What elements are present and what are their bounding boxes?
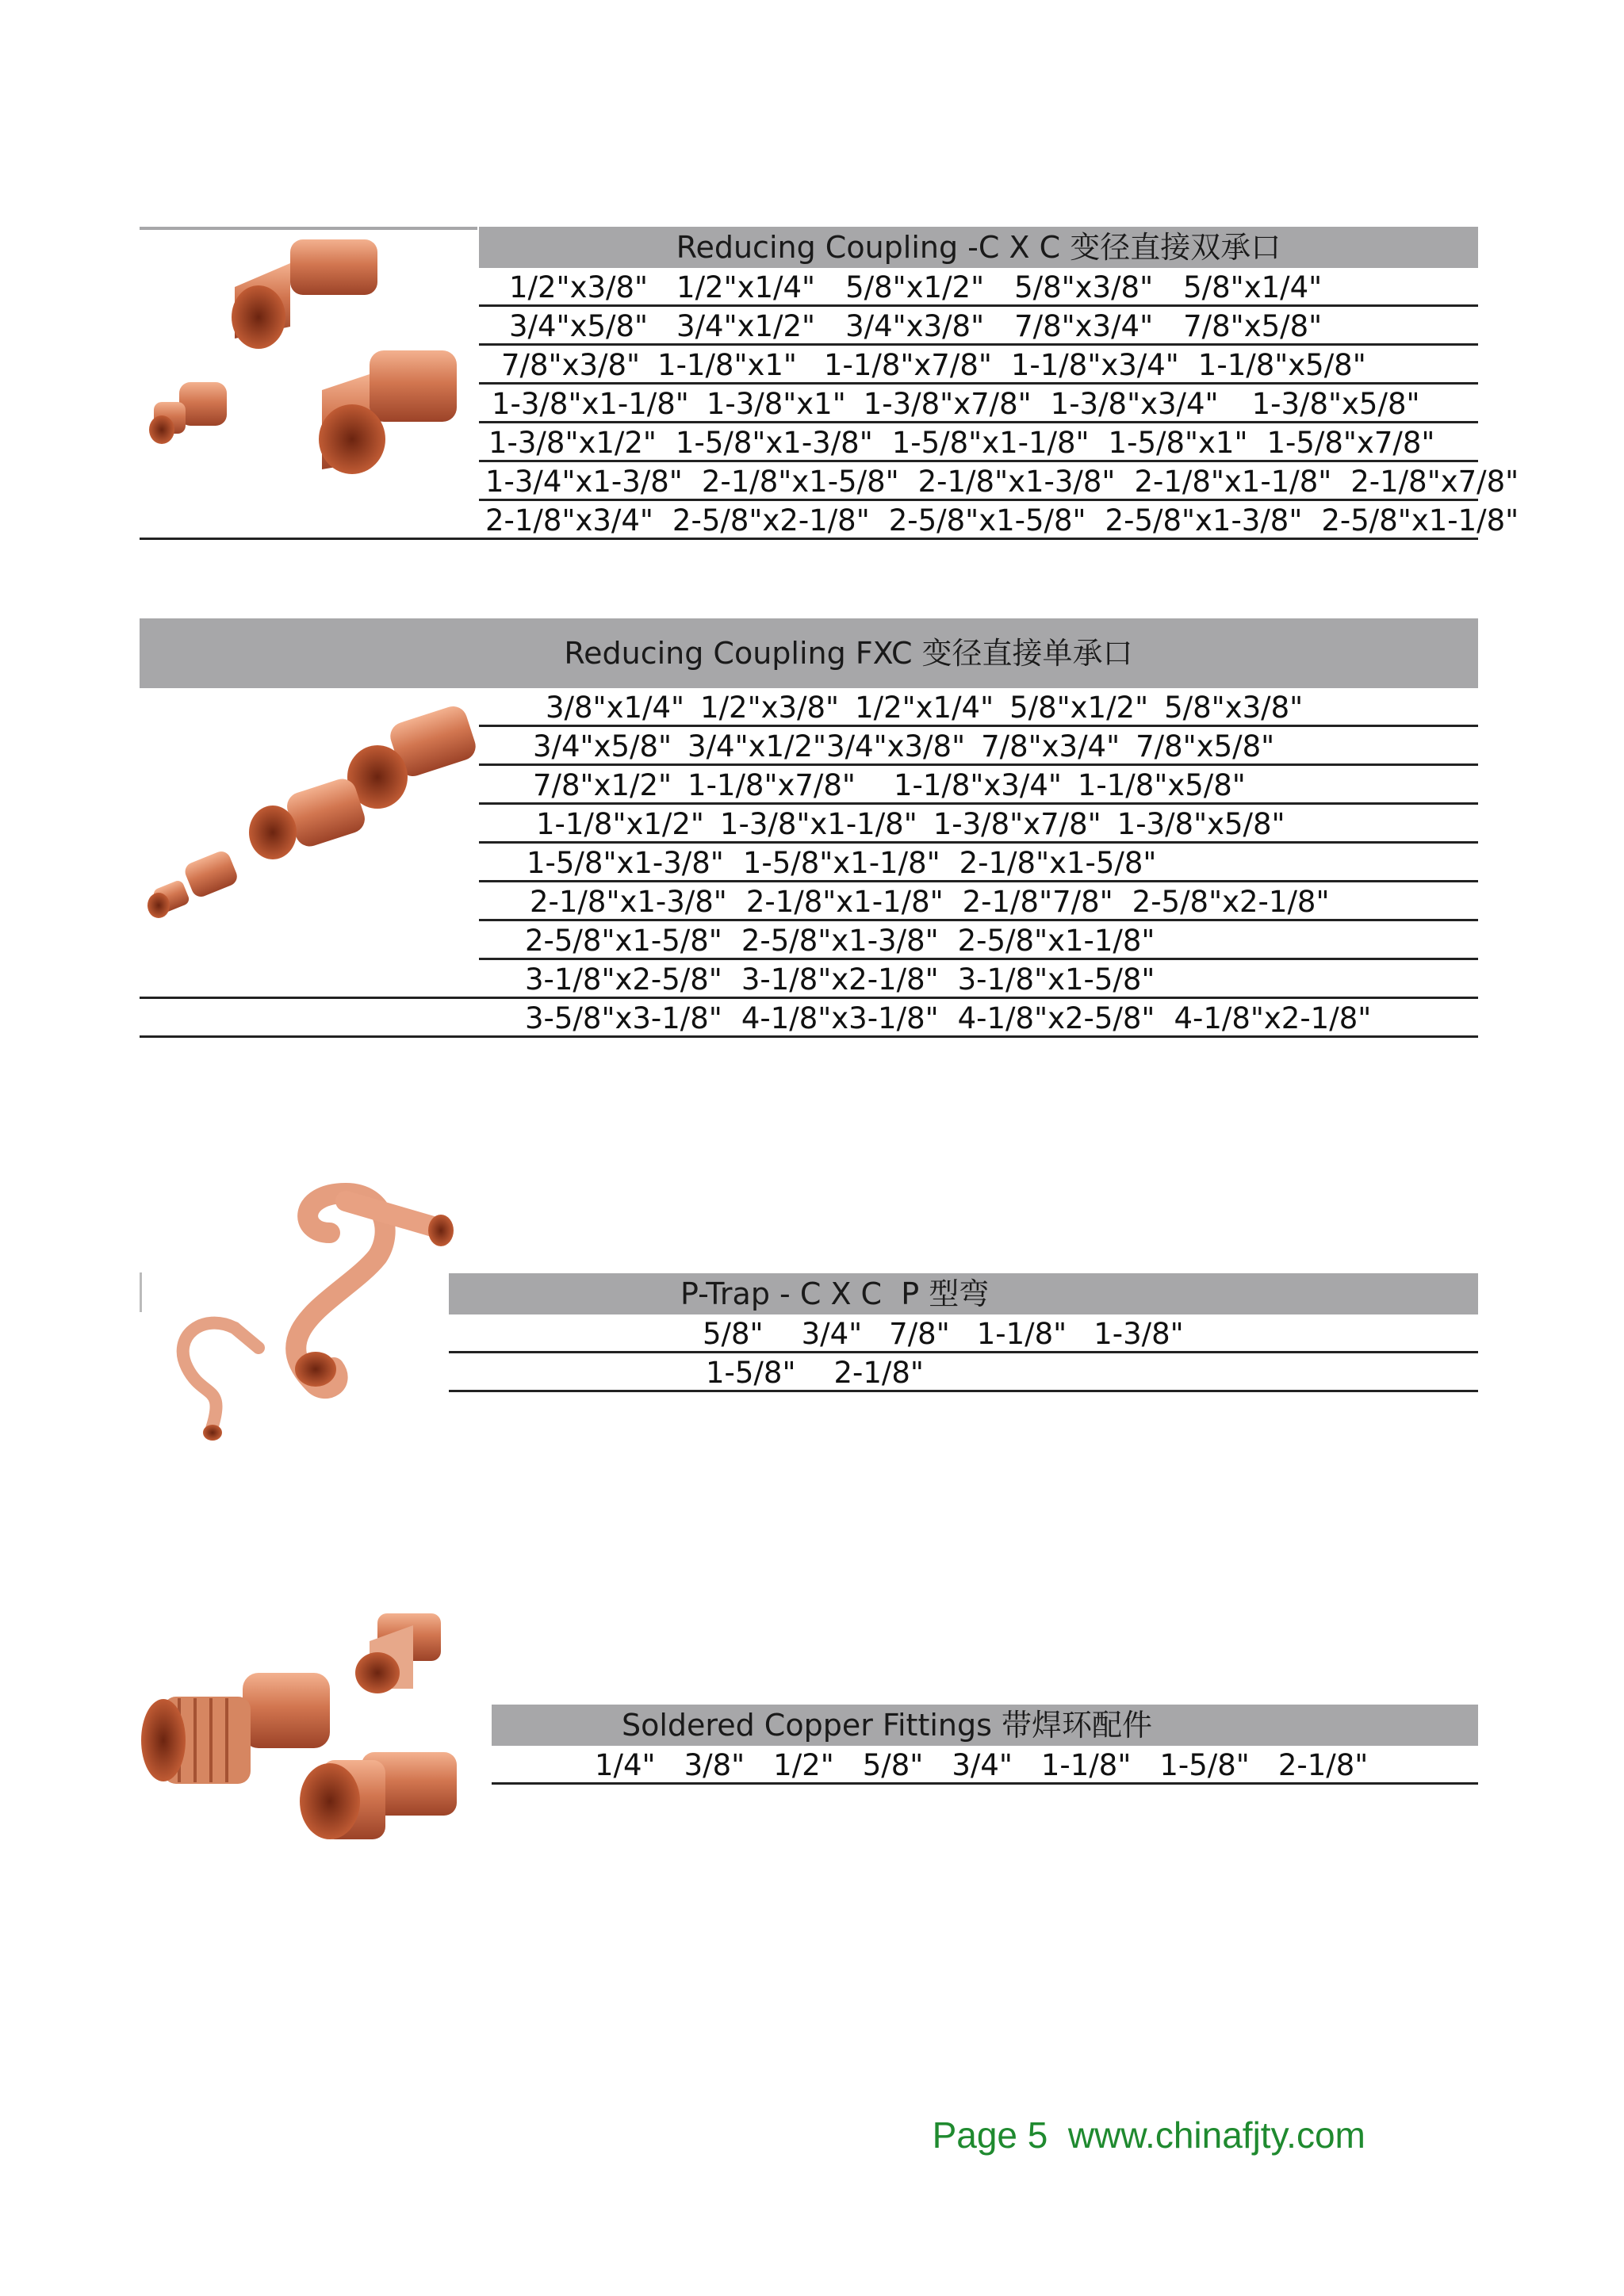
size-cell: 2-1/8"x1-5/8" <box>959 846 1157 880</box>
soldered-fittings-photo <box>140 1601 496 1855</box>
section-title <box>140 618 1478 688</box>
size-cell: 1-1/8"x1/2" <box>536 807 704 841</box>
size-cell: 3/4"x5/8" <box>509 309 649 343</box>
size-cell: 1-3/4"x1-3/8" <box>485 465 683 499</box>
size-cell: 5/8"x1/4" <box>1183 270 1323 304</box>
size-row <box>479 423 1478 462</box>
size-cell: 2-1/8"x1-3/8" <box>530 885 727 919</box>
size-cell: 3/4" <box>952 1748 1013 1782</box>
size-cell: 1/2" <box>773 1748 834 1782</box>
size-cell: 5/8" <box>703 1317 764 1351</box>
size-row <box>140 960 1478 999</box>
size-cell: 4-1/8"x2-5/8" <box>957 1001 1155 1035</box>
size-cell: 2-1/8"x1-5/8" <box>701 465 899 499</box>
size-cell: 1/2"x1/4" <box>676 270 816 304</box>
size-row <box>479 727 1478 766</box>
section-title-text: Soldered Copper Fittings 带焊环配件 <box>622 1708 1152 1743</box>
size-cell: 1/2"x1/4" <box>855 691 994 725</box>
size-cell: 2-5/8"x1-3/8" <box>741 924 939 958</box>
size-cell: 1-1/8"x7/8" <box>823 348 992 382</box>
size-cell: 1/2"x3/8" <box>700 691 840 725</box>
size-cell: 2-5/8"x2-1/8" <box>1132 885 1330 919</box>
size-row <box>479 805 1478 844</box>
size-cell: 1-5/8"x1-3/8" <box>527 846 724 880</box>
size-cell: 1-3/8" <box>1094 1317 1184 1351</box>
size-row <box>479 882 1478 921</box>
size-cell: 1-3/8"x5/8" <box>1251 387 1420 421</box>
website-link[interactable]: www.chinafjty.com <box>1067 2114 1365 2156</box>
size-cell: 2-1/8"x3/4" <box>485 503 653 538</box>
reducing-coupling-fxc-photo <box>140 698 488 936</box>
size-cell: 1/4" <box>595 1748 656 1782</box>
size-cell: 1-5/8"x1-1/8" <box>891 426 1090 460</box>
size-cell: 2-1/8"x1-1/8" <box>1134 465 1332 499</box>
size-row <box>479 766 1478 805</box>
size-cell: 5/8" <box>862 1748 924 1782</box>
size-cell: 7/8"x3/4" <box>1014 309 1154 343</box>
size-row <box>479 385 1478 423</box>
page-footer <box>912 2071 1365 2156</box>
size-cell: 5/8"x1/2" <box>845 270 985 304</box>
size-cell: 1-3/8"x5/8" <box>1116 807 1285 841</box>
size-cell: 1-1/8"x3/4" <box>893 768 1062 802</box>
size-cell: 1-5/8"x1-3/8" <box>675 426 873 460</box>
section-title-text: Reducing Coupling FXC 变径直接单承口 <box>564 636 1133 671</box>
size-cell: 5/8"x1/2" <box>1009 691 1149 725</box>
size-cell: 3/8"x1/4" <box>546 691 685 725</box>
size-cell: 1/2"x3/8" <box>509 270 649 304</box>
size-cell: 1-5/8"x7/8" <box>1266 426 1435 460</box>
size-cell: 1-1/8"x5/8" <box>1077 768 1246 802</box>
size-cell: 2-1/8" <box>833 1356 924 1390</box>
size-cell: 3-1/8"x2-1/8" <box>741 962 939 997</box>
size-row <box>479 268 1478 307</box>
size-cell: 1-1/8"x1" <box>657 348 797 382</box>
size-cell: 1-1/8"x3/4" <box>1010 348 1179 382</box>
size-cell: 1-1/8" <box>976 1317 1067 1351</box>
size-cell: 3/8" <box>684 1748 745 1782</box>
size-row <box>479 307 1478 346</box>
size-cell: 1-5/8"x1-1/8" <box>742 846 940 880</box>
size-row <box>449 1353 1478 1392</box>
size-row <box>479 921 1478 960</box>
section-title <box>492 1705 1478 1746</box>
size-cell: 4-1/8"x3-1/8" <box>741 1001 939 1035</box>
size-cell: 1-5/8"x1" <box>1108 426 1248 460</box>
size-row <box>140 501 1519 540</box>
reducing-coupling-cxc-photo <box>140 232 477 477</box>
section-title-text: Reducing Coupling -C X C 变径直接双承口 <box>676 230 1281 265</box>
size-cell: 3-1/8"x1-5/8" <box>957 962 1155 997</box>
size-cell: 5/8"x3/8" <box>1164 691 1304 725</box>
size-cell: 5/8"x3/8" <box>1014 270 1154 304</box>
size-cell: 1-3/8"x1-1/8" <box>719 807 917 841</box>
size-row <box>479 688 1478 727</box>
size-cell: 2-5/8"x1-5/8" <box>525 924 722 958</box>
size-cell: 7/8"x3/4" <box>981 729 1120 763</box>
size-cell: 1-3/8"x1/2" <box>488 426 657 460</box>
size-cell: 1-3/8"x7/8" <box>933 807 1101 841</box>
section-title <box>479 227 1478 268</box>
size-cell: 3/4"x1/2"3/4"x3/8" <box>688 729 966 763</box>
size-cell: 1-3/8"x1-1/8" <box>492 387 689 421</box>
top-rule <box>140 227 477 230</box>
size-cell: 7/8"x5/8" <box>1136 729 1275 763</box>
size-cell: 3/4"x5/8" <box>533 729 672 763</box>
size-cell: 2-5/8"x1-1/8" <box>1321 503 1519 538</box>
size-cell: 1-1/8" <box>1040 1748 1132 1782</box>
size-row <box>492 1746 1478 1785</box>
page-number: Page 5 <box>932 2114 1048 2156</box>
size-cell: 1-1/8"x7/8" <box>688 768 856 802</box>
size-cell: 2-1/8"x1-3/8" <box>917 465 1116 499</box>
size-row <box>449 1314 1478 1353</box>
size-cell: 3/4"x1/2" <box>676 309 816 343</box>
size-cell: 2-1/8"x1-1/8" <box>745 885 944 919</box>
size-cell: 1-5/8" <box>1159 1748 1250 1782</box>
size-cell: 3-1/8"x2-5/8" <box>525 962 722 997</box>
size-cell: 2-1/8"7/8" <box>962 885 1113 919</box>
p-trap-photo <box>140 1185 457 1455</box>
size-cell: 2-1/8" <box>1277 1748 1369 1782</box>
size-cell: 1-3/8"x3/4" <box>1050 387 1219 421</box>
size-cell: 7/8"x1/2" <box>533 768 672 802</box>
size-cell: 1-3/8"x1" <box>706 387 846 421</box>
size-cell: 7/8"x5/8" <box>1183 309 1323 343</box>
size-cell: 2-5/8"x1-1/8" <box>957 924 1155 958</box>
size-cell: 1-1/8"x5/8" <box>1197 348 1366 382</box>
size-cell: 1-5/8" <box>706 1356 796 1390</box>
size-cell: 1-3/8"x7/8" <box>863 387 1032 421</box>
section-title <box>449 1273 1478 1314</box>
size-row <box>140 999 1478 1038</box>
size-cell: 7/8"x3/8" <box>501 348 641 382</box>
size-row <box>479 844 1478 882</box>
size-cell: 2-5/8"x1-3/8" <box>1105 503 1303 538</box>
size-row <box>479 462 1519 501</box>
section-title-text: P-Trap - C X C P 型弯 <box>680 1276 990 1311</box>
size-cell: 2-1/8"x7/8" <box>1350 465 1519 499</box>
size-row <box>479 346 1478 385</box>
size-cell: 3/4"x3/8" <box>845 309 985 343</box>
size-cell: 4-1/8"x2-1/8" <box>1174 1001 1372 1035</box>
size-cell: 2-5/8"x2-1/8" <box>672 503 870 538</box>
size-cell: 7/8" <box>889 1317 950 1351</box>
size-cell: 3/4" <box>801 1317 863 1351</box>
size-cell: 2-5/8"x1-5/8" <box>888 503 1086 538</box>
size-cell: 3-5/8"x3-1/8" <box>525 1001 722 1035</box>
